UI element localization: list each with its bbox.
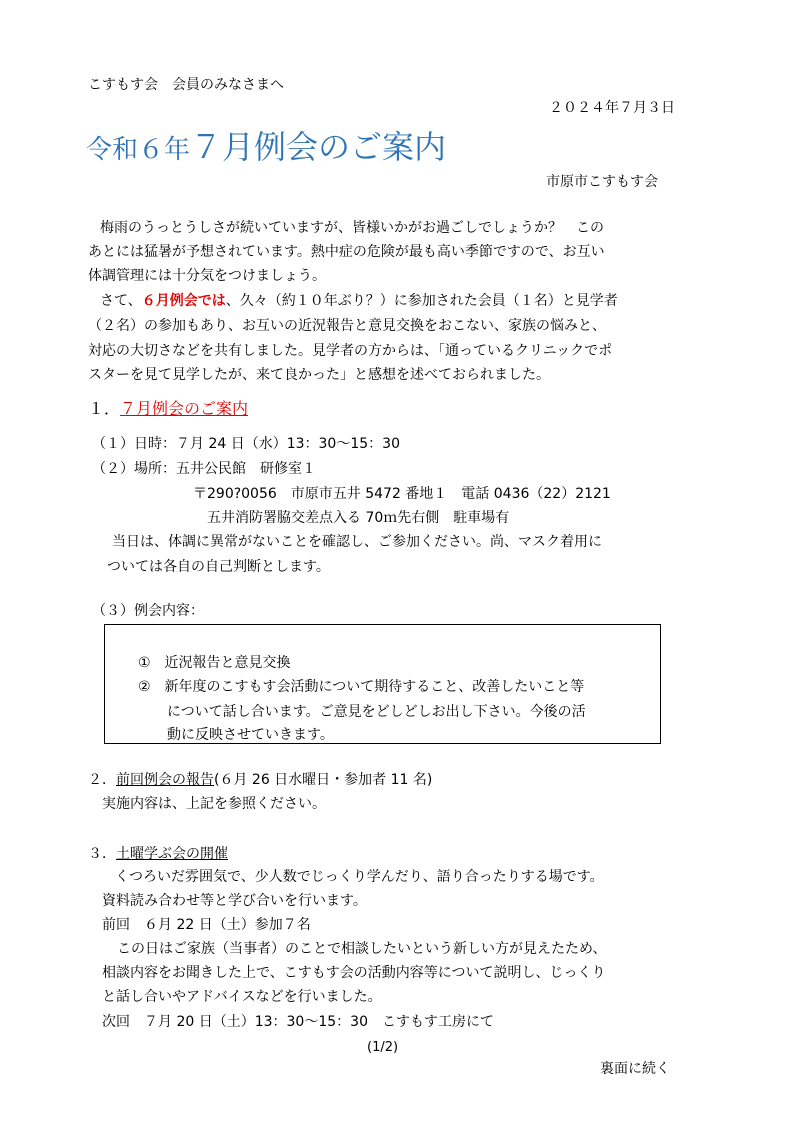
document-date: ２０２４年７月３日 — [549, 100, 675, 116]
sender: 市原市こすもす会 — [546, 174, 658, 190]
section1-heading — [88, 401, 248, 417]
p2-post: 、久々（約１０年ぶり？）に参加された会員（１名）と見学者 — [225, 293, 618, 309]
meeting-directions: 五井消防署脇交差点入る 70ｍ先右側 駐車場有 — [207, 510, 510, 526]
notice-line-2: ついては各自の自己判断とします。 — [107, 559, 330, 575]
section3-num: ３． — [88, 846, 116, 862]
notice-line-1: 当日は、体調に異常がないことを確認し、ご参加ください。尚、マスク着用に — [112, 534, 602, 550]
title-prefix: 令和６年 — [86, 135, 191, 165]
section2-num: ２． — [88, 772, 116, 788]
section2-suffix: (６月 26 日水曜日・参加者 11 名) — [214, 772, 433, 788]
section2-heading — [88, 773, 432, 787]
section3-prev-detail-1: この日はご家族（当事者）のことで相談したいという新しい方が見えたため、 — [117, 941, 607, 957]
meeting-date: （１）日時：７月 24 日（水）13：30〜15：30 — [92, 436, 400, 452]
meeting-place: （２）場所：五井公民館 研修室１ — [92, 461, 316, 477]
p2-red: ６月例会では — [141, 293, 226, 309]
section2-title: 前回例会の報告 — [116, 772, 214, 788]
section3-heading — [88, 847, 228, 861]
section3-next: 次回 ７月 20 日（土）13：30〜15：30 こすもす工房にて — [102, 1014, 494, 1030]
p2-pre: さて、 — [100, 293, 142, 309]
section3-prev-detail-2: 相談内容をお聞きした上で、こすもす会の活動内容等について説明し、じっくり — [102, 965, 606, 981]
intro-p2-line-2: （２名）の参加もあり、お互いの近況報告と意見交換をおこない、家族の悩みと、 — [88, 318, 606, 334]
intro-p2-line-3: 対応の大切さなどを共有しました。見学者の方からは、「通っているクリニックでポ — [88, 343, 613, 359]
intro-line-2: あとには猛暑が予想されています。熱中症の危険が最も高い季節ですので、お互い — [88, 244, 605, 260]
content-item-1: ① 近況報告と意見交換 — [138, 655, 291, 671]
title-main: ７月例会のご案内 — [190, 128, 447, 166]
intro-p2-line-4: スターを見て見学したが、来て良かった」と感想を述べておられました。 — [88, 367, 550, 383]
intro-line-3: 体調管理には十分気をつけましょう。 — [88, 268, 326, 284]
continued-note: 裏面に続く — [600, 1061, 670, 1077]
page-number: (1/2) — [367, 1040, 399, 1055]
addressee: こすもす会 会員のみなさまへ — [88, 77, 284, 93]
page-title — [86, 128, 447, 166]
section3-line-1: くつろいだ雰囲気で、少人数でじっくり学んだり、語り合ったりする場です。 — [115, 869, 604, 885]
section1-num: １． — [88, 399, 121, 418]
section3-title: 土曜学ぶ会の開催 — [116, 846, 228, 862]
intro-line-1: 梅雨のうっとうしさが続いていますが、皆様いかがお過ごしでしょうか？ この — [100, 220, 604, 236]
intro-p2-line-1 — [100, 294, 618, 308]
content-item-2-cont-2: 動に反映させていきます。 — [167, 727, 334, 743]
section1-title: ７月例会のご案内 — [120, 399, 249, 418]
content-item-2: ② 新年度のこすもす会活動について期待すること、改善したいこと等 — [138, 679, 585, 695]
meeting-address: 〒290?0056 市原市五井 5472 番地１ 電話 0436（22）2121 — [193, 486, 611, 502]
section3-prev-detail-3: と話し合いやアドバイスなどを行いました。 — [102, 989, 382, 1005]
content-item-2-cont-1: について話し合います。ご意見をどしどしお出し下さい。今後の活 — [167, 704, 586, 720]
section3-prev: 前回 ６月 22 日（土）参加７名 — [102, 917, 311, 933]
section3-line-2: 資料読み合わせ等と学び合いを行います。 — [102, 893, 367, 909]
section2-body: 実施内容は、上記を参照ください。 — [102, 796, 326, 812]
content-label: （３）例会内容： — [92, 603, 204, 619]
